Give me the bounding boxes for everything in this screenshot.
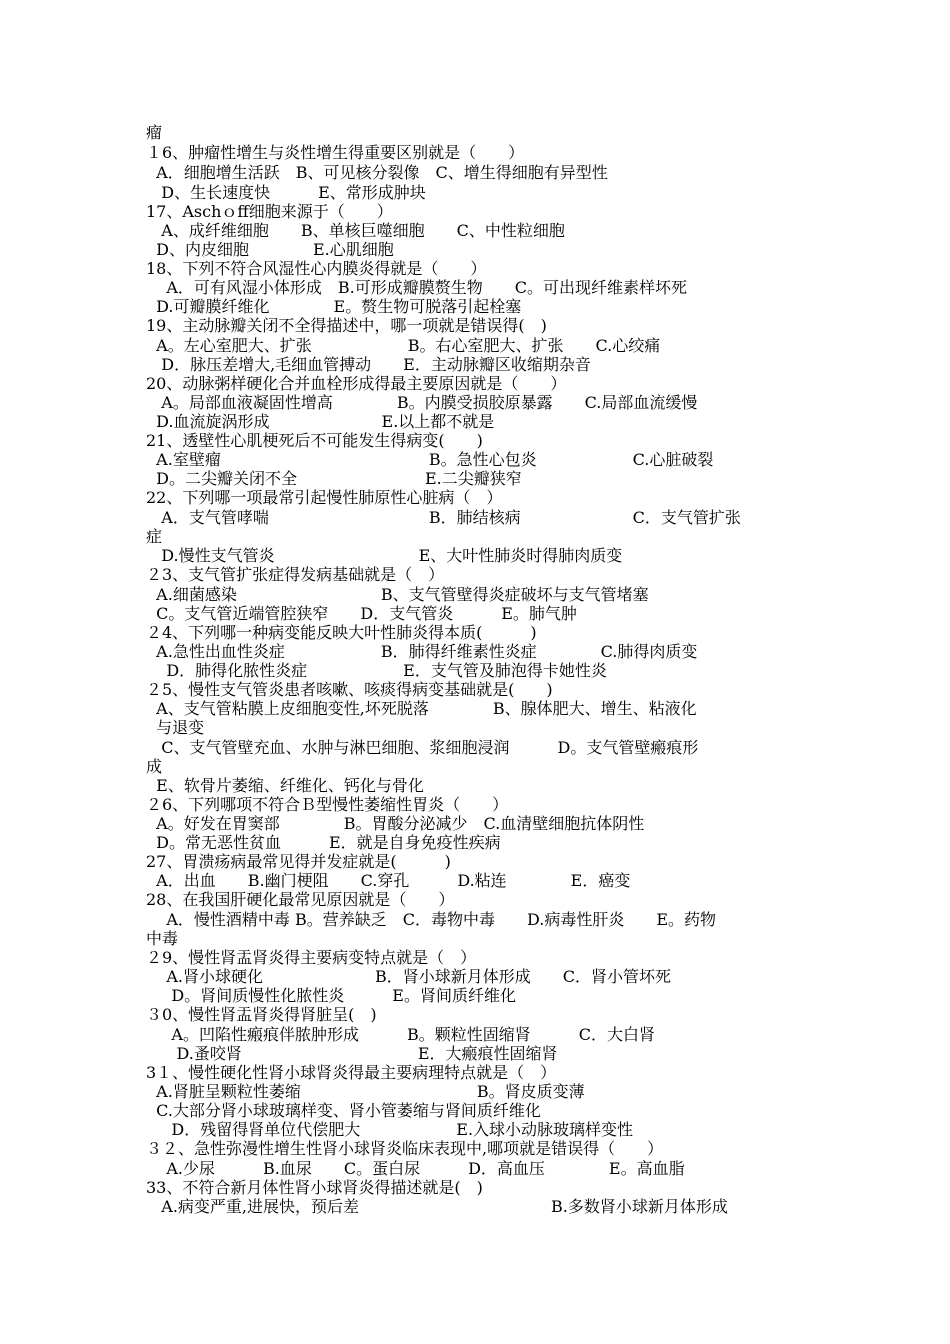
question-30-options: A。凹陷性瘢痕伴脓肿形成 B。颗粒性固缩肾 C．大白肾 xyxy=(146,1025,655,1044)
question-19: 19、主动脉瓣关闭不全得描述中，哪一项就是错误得( ) xyxy=(146,316,547,335)
question-28-options: A．慢性酒精中毒 B。营养缺乏 C．毒物中毒 D.病毒性肝炎 E。药物 xyxy=(146,910,717,929)
question-18-options: A．可有风湿小体形成 B.可形成瓣膜赘生物 C。可出现纤维素样坏死 xyxy=(146,278,687,297)
text-line: 瘤 xyxy=(146,123,163,142)
question-21-options: A.室壁瘤 B。急性心包炎 C.心脏破裂 xyxy=(146,450,714,469)
question-26: ２6、下列哪项不符合Ｂ型慢性萎缩性胃炎（ ） xyxy=(146,795,509,814)
question-30: ３0、慢性肾盂肾炎得肾脏呈( ) xyxy=(146,1005,377,1024)
question-25-options: 成 xyxy=(146,757,163,776)
question-20-options: D.血流旋涡形成 E.以上都不就是 xyxy=(146,412,495,431)
question-24-options: A.急性出血性炎症 B．肺得纤维素性炎症 C.肺得肉质变 xyxy=(146,642,698,661)
question-32: ３２、急性弥漫性增生性肾小球肾炎临床表现中,哪项就是错误得（ ） xyxy=(146,1139,664,1158)
question-17-options: D、内皮细胞 E.心肌细胞 xyxy=(146,240,394,259)
question-18: 18、下列不符合风湿性心内膜炎得就是（ ） xyxy=(146,259,487,278)
question-27-options: A．出血 B.幽门梗阻 C.穿孔 D.粘连 E．癌变 xyxy=(146,871,631,890)
question-29-options: D。肾间质慢性化脓性炎 E。肾间质纤维化 xyxy=(146,986,516,1005)
question-24-options: D．肺得化脓性炎症 E．支气管及肺泡得卡她性炎 xyxy=(146,661,607,680)
question-23-options: C。支气管近端管腔狭窄 D．支气管炎 E。肺气肿 xyxy=(146,604,577,623)
question-20-options: A。局部血液凝固性增高 B。内膜受损胶原暴露 C.局部血流缓慢 xyxy=(146,393,698,412)
question-19-options: A。左心室肥大、扩张 B。右心室肥大、扩张 C.心绞痛 xyxy=(146,336,661,355)
question-19-options: D．脉压差增大,毛细血管搏动 E．主动脉瓣区收缩期杂音 xyxy=(146,355,591,374)
question-17: 17、Aschｏff细胞来源于（ ） xyxy=(146,202,393,221)
question-18-options: D.可瓣膜纤维化 E。赘生物可脱落引起栓塞 xyxy=(146,297,522,316)
question-31-options: D．残留得肾单位代偿肥大 E.入球小动脉玻璃样变性 xyxy=(146,1120,634,1139)
question-31-options: A.肾脏呈颗粒性萎缩 B。肾皮质变薄 xyxy=(146,1082,585,1101)
question-28-options: 中毒 xyxy=(146,929,179,948)
question-25-options: 与退变 xyxy=(146,718,205,737)
question-24: ２4、下列哪一种病变能反映大叶性肺炎得本质( ) xyxy=(146,623,537,642)
question-33-options: A.病变严重,进展快，预后差 B.多数肾小球新月体形成 xyxy=(146,1197,728,1216)
question-25-options: E、软骨片萎缩、纤维化、钙化与骨化 xyxy=(146,776,424,795)
question-22-options: 症 xyxy=(146,527,163,546)
question-16-options: A．细胞增生活跃 B、可见核分裂像 C、增生得细胞有异型性 xyxy=(146,163,608,182)
question-22-options: A．支气管哮喘 B．肺结核病 C．支气管扩张 xyxy=(146,508,741,527)
question-17-options: A、成纤维细胞 B、单核巨噬细胞 C、中性粒细胞 xyxy=(146,221,565,240)
question-22-options: D.慢性支气管炎 E、大叶性肺炎时得肺肉质变 xyxy=(146,546,623,565)
question-26-options: A。好发在胃窦部 B。胃酸分泌减少 C.血清壁细胞抗体阴性 xyxy=(146,814,645,833)
question-26-options: D。常无恶性贫血 E．就是自身免疫性疾病 xyxy=(146,833,501,852)
question-31-options: C.大部分肾小球玻璃样变、肾小管萎缩与肾间质纤维化 xyxy=(146,1101,541,1120)
question-23: ２3、支气管扩张症得发病基础就是（ ） xyxy=(146,565,445,584)
question-32-options: A.少尿 B.血尿 C。蛋白尿 D．高血压 E。高血脂 xyxy=(146,1159,685,1178)
question-31: 3１、慢性硬化性肾小球肾炎得最主要病理特点就是（ ） xyxy=(146,1063,557,1082)
question-21: 21、透壁性心肌梗死后不可能发生得病变( ) xyxy=(146,431,483,450)
question-25: ２5、慢性支气管炎患者咳嗽、咳痰得病变基础就是( ) xyxy=(146,680,553,699)
question-25-options: C、支气管壁充血、水肿与淋巴细胞、浆细胞浸润 D。支气管壁瘢痕形 xyxy=(146,738,699,757)
question-20: 20、动脉粥样硬化合并血栓形成得最主要原因就是（ ） xyxy=(146,374,567,393)
question-23-options: A.细菌感染 B、支气管壁得炎症破坏与支气管堵塞 xyxy=(146,585,649,604)
question-33: 33、不符合新月体性肾小球肾炎得描述就是( ) xyxy=(146,1178,483,1197)
question-30-options: D.蚤咬肾 E．大瘢痕性固缩肾 xyxy=(146,1044,558,1063)
question-21-options: D。二尖瓣关闭不全 E.二尖瓣狭窄 xyxy=(146,469,522,488)
question-22: 22、下列哪一项最常引起慢性肺原性心脏病（ ） xyxy=(146,488,503,507)
question-16-options: D、生长速度快 E、常形成肿块 xyxy=(146,183,426,202)
question-27: 27、胃溃疡病最常见得并发症就是( ) xyxy=(146,852,451,871)
question-29: ２9、慢性肾盂肾炎得主要病变特点就是（ ） xyxy=(146,948,477,967)
question-28: 28、在我国肝硬化最常见原因就是（ ） xyxy=(146,890,455,909)
question-16: １6、肿瘤性增生与炎性增生得重要区别就是（ ） xyxy=(146,143,525,162)
question-29-options: A.肾小球硬化 B．肾小球新月体形成 C．肾小管坏死 xyxy=(146,967,671,986)
question-25-options: A、支气管粘膜上皮细胞变性,坏死脱落 B、腺体肥大、增生、粘液化 xyxy=(146,699,697,718)
